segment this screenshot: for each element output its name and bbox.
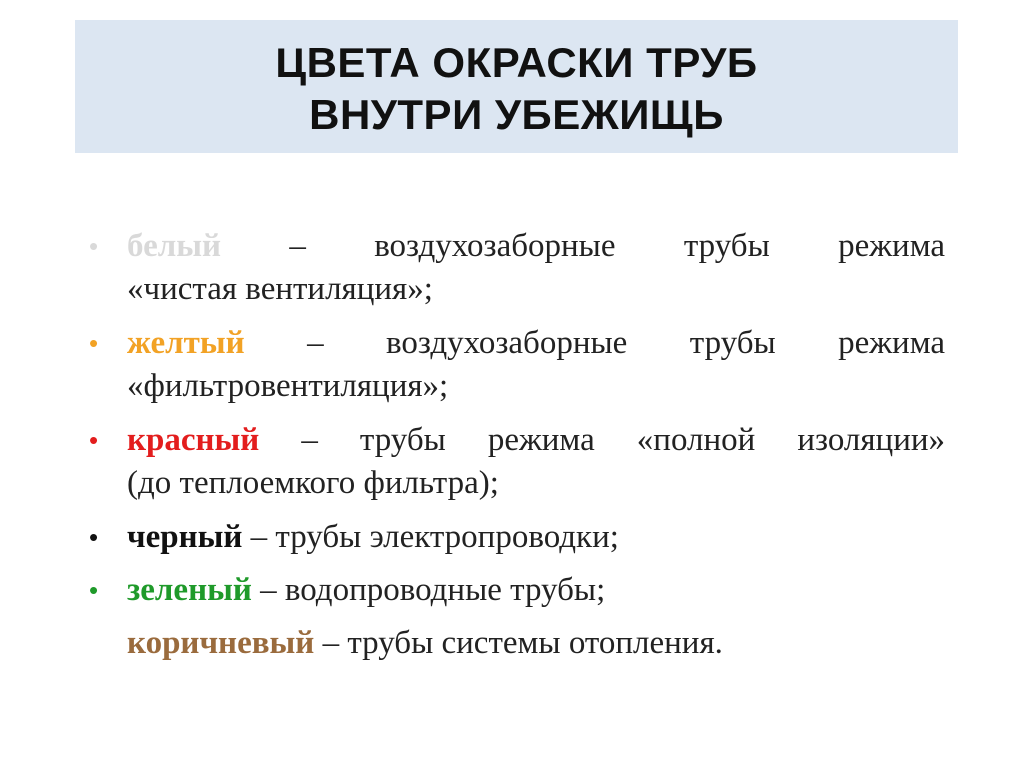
list-item-line <box>127 622 945 665</box>
text-word: – <box>301 422 318 458</box>
pipe-color-list <box>85 225 945 665</box>
list-item-text: – трубы электропроводки; <box>242 519 619 555</box>
color-keyword-brown: коричневый <box>127 625 315 661</box>
list-item-line <box>127 516 945 559</box>
bullet-icon: • <box>89 522 99 552</box>
text-word: воздухозаборные <box>386 325 628 361</box>
list-item-yellow <box>85 322 945 408</box>
list-item-brown <box>85 622 945 665</box>
list-item-line-2: «фильтровентиляция»; <box>127 368 449 404</box>
text-word: воздухозаборные <box>374 228 616 264</box>
list-item-line <box>127 419 945 462</box>
text-word: изоляции» <box>797 422 946 458</box>
list-item-line <box>127 225 945 268</box>
color-keyword-green: зеленый <box>127 572 252 608</box>
text-word: – <box>289 228 306 264</box>
text-word: трубы <box>359 422 446 458</box>
slide-title-line-1: ЦВЕТА ОКРАСКИ ТРУБ <box>275 39 758 86</box>
text-word: режима <box>838 228 946 264</box>
list-item-text: – трубы системы отопления. <box>314 625 723 661</box>
list-item-text: – водопроводные трубы; <box>251 572 606 608</box>
text-word: – <box>307 325 324 361</box>
color-keyword-yellow: желтый <box>127 325 245 361</box>
list-item-line-2: (до теплоемкого фильтра); <box>127 465 499 501</box>
slide-title-line-2: ВНУТРИ УБЕЖИЩЬ <box>309 91 724 138</box>
color-keyword-black: черный <box>127 519 243 555</box>
list-item-line-2: «чистая вентиляция»; <box>127 271 433 307</box>
bullet-icon: • <box>89 328 99 358</box>
bullet-icon: • <box>89 425 99 455</box>
text-word: режима <box>487 422 595 458</box>
color-keyword-white: белый <box>127 228 222 264</box>
list-item-green <box>85 569 945 612</box>
list-item-line <box>127 322 945 365</box>
list-item-line <box>127 569 945 612</box>
bullet-icon: • <box>89 575 99 605</box>
title-banner <box>75 20 958 153</box>
text-word: «полной <box>636 422 756 458</box>
list-item-white <box>85 225 945 311</box>
list-item-red <box>85 419 945 505</box>
bullet-icon: • <box>89 231 99 261</box>
text-word: трубы <box>689 325 776 361</box>
list-item-black <box>85 516 945 559</box>
text-word: режима <box>838 325 946 361</box>
text-word: трубы <box>683 228 770 264</box>
color-keyword-red: красный <box>127 422 260 458</box>
